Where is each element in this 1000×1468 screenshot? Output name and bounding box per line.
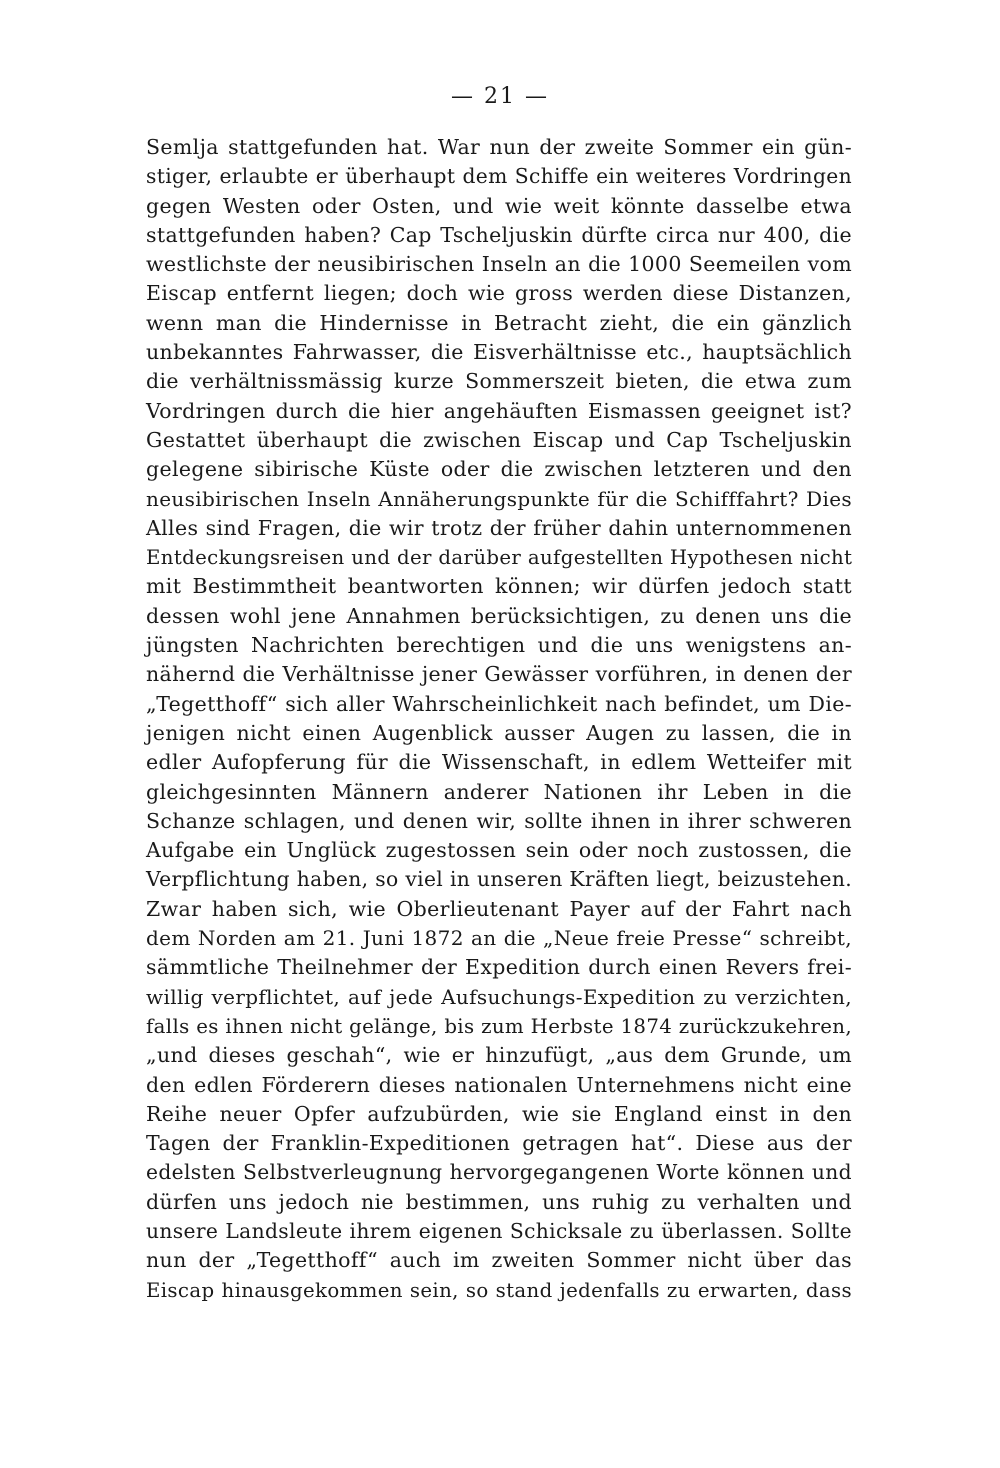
text-line: neusibirischen Inseln Annäherungspunkte für die Schifffahrt? Dies <box>146 486 852 511</box>
text-line: unbekanntes Fahrwasser, die Eisverhältnisse etc., hauptsächlich <box>146 340 852 365</box>
text-line: sämmtliche Theilnehmer der Expedition durch einen Revers frei- <box>146 955 852 980</box>
text-line: Entdeckungsreisen und der darüber aufgestellten Hypothesen nicht <box>146 546 853 570</box>
text-line: edler Aufopferung für die Wissenschaft, in edlem Wetteifer mit <box>146 750 852 775</box>
text-line: Alles sind Fragen, die wir trotz der früher dahin unternommenen <box>146 515 852 540</box>
text-line: edelsten Selbstverleugnung hervorgegangenen Worte können und <box>146 1160 852 1185</box>
text-line: nun der „Tegetthoff“ auch im zweiten Sommer nicht über das <box>146 1248 852 1273</box>
text-line: dessen wohl jene Annahmen berücksichtigen, zu denen uns die <box>146 603 852 628</box>
text-line: „und dieses geschah“, wie er hinzufügt, „aus dem Grunde, um <box>146 1043 852 1068</box>
text-line: Zwar haben sich, wie Oberlieutenant Payer auf der Fahrt nach <box>146 896 852 921</box>
text-line: jenigen nicht einen Augenblick ausser Augen zu lassen, die in <box>146 720 852 745</box>
text-line: Eiscap hinausgekommen sein, so stand jedenfalls zu erwarten, dass <box>146 1278 852 1302</box>
text-line: Semlja stattgefunden hat. War nun der zweite Sommer ein gün- <box>146 135 852 159</box>
text-line: die verhältnissmässig kurze Sommerszeit bieten, die etwa zum <box>146 369 852 394</box>
body-text <box>146 133 852 1305</box>
text-line: wenn man die Hindernisse in Betracht zieht, die ein gänzlich <box>146 310 852 335</box>
text-line: dürfen uns jedoch nie bestimmen, uns ruhig zu verhalten und <box>146 1189 852 1214</box>
text-line: falls es ihnen nicht gelänge, bis zum Herbste 1874 zurückzukehren, <box>146 1014 852 1038</box>
text-line: Aufgabe ein Unglück zugestossen sein oder noch zustossen, die <box>146 838 852 863</box>
text-line: mit Bestimmtheit beantworten können; wir dürfen jedoch statt <box>146 574 852 599</box>
text-line: „Tegetthoff“ sich aller Wahrscheinlichkeit nach befindet, um Die- <box>146 691 852 716</box>
text-line: Reihe neuer Opfer aufzubürden, wie sie England einst in den <box>146 1101 852 1126</box>
text-line: den edlen Förderern dieses nationalen Unternehmens nicht eine <box>146 1072 852 1097</box>
text-line: unsere Landsleute ihrem eigenen Schicksale zu überlassen. Sollte <box>146 1218 852 1243</box>
text-line: jüngsten Nachrichten berechtigen und die uns wenigstens an- <box>146 633 852 658</box>
page-number: — 21 — <box>451 84 549 109</box>
text-line: willig verpflichtet, auf jede Aufsuchungs-Expedition zu verzichten, <box>146 984 852 1009</box>
text-line: nähernd die Verhältnisse jener Gewässer vorführen, in denen der <box>146 662 852 687</box>
text-line: gegen Westen oder Osten, und wie weit könnte dasselbe etwa <box>146 193 852 218</box>
text-line: gelegene sibirische Küste oder die zwischen letzteren und den <box>146 457 852 482</box>
text-line: gleichgesinnten Männern anderer Nationen ihr Leben in die <box>146 779 852 804</box>
text-line: Gestattet überhaupt die zwischen Eiscap und Cap Tscheljuskin <box>146 427 852 452</box>
text-line: Tagen der Franklin-Expeditionen getragen hat“. Diese aus der <box>146 1131 852 1156</box>
text-line: Verpflichtung haben, so viel in unseren Kräften liegt, beizustehen. <box>146 867 852 892</box>
text-line: Eiscap entfernt liegen; doch wie gross werden diese Distanzen, <box>146 281 852 306</box>
text-line: dem Norden am 21. Juni 1872 an die „Neue freie Presse“ schreibt, <box>146 926 852 951</box>
text-line: westlichste der neusibirischen Inseln an die 1000 Seemeilen vom <box>146 252 852 277</box>
text-line: Vordringen durch die hier angehäuften Eismassen geeignet ist? <box>146 398 852 423</box>
text-line: Schanze schlagen, und denen wir, sollte ihnen in ihrer schweren <box>146 808 852 833</box>
text-line: stiger, erlaubte er überhaupt dem Schiffe ein weiteres Vordringen <box>146 164 852 189</box>
text-line: stattgefunden haben? Cap Tscheljuskin dürfte circa nur 400, die <box>146 222 852 247</box>
